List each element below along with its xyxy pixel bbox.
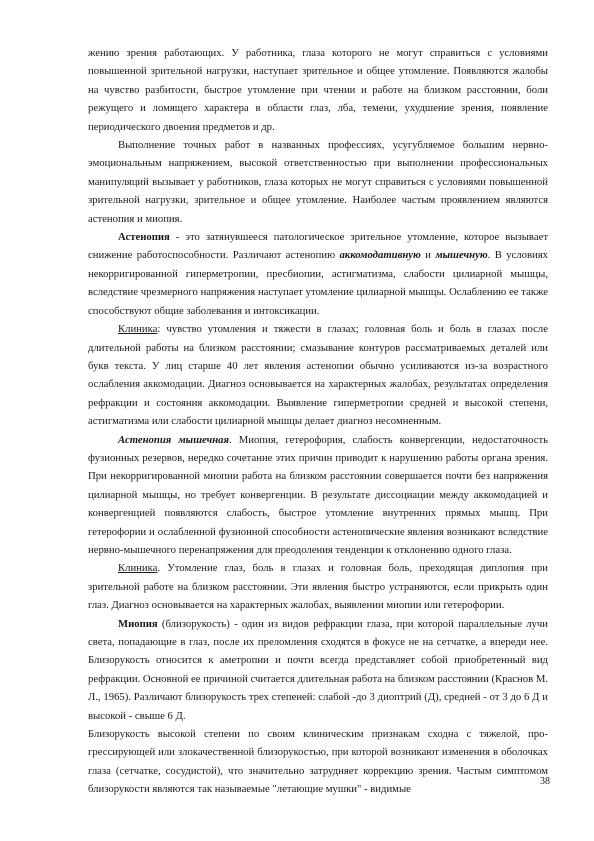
paragraph-muscular-asthenopia <box>88 431 548 560</box>
term-muscular: мышечную <box>435 249 488 262</box>
paragraph-2: Выполнение точных работ в названных профессиях, усугубляемое большим нервно-эмоциональным напряжением, высокой ответственностью при выполнении профессиональных манипуляций вызывает у работников, глаза которых не могут справиться с условиями повышенной зрительной нагрузки, зрительное и общее утомление. Наиболее частым проявлением являются астенопия и миопия. <box>88 139 548 225</box>
paragraph-text: . Миопия, гетерофория, слабость конвергенции, недостаточность фузионных резервов, нередко сочетание этих причин приводит к нарушению работы органа зрения. При некорригированной миопии работа на близком расстоянии совершается почти без напряжения цилиарной мышцы, но требует конвергенции. В результате диссоциации между аккомодацией и конвергенцией появляются слабость, быстрое утомление внутренних прямых мышц. При гетерофории и ослабленной фузионной способности астенопические явления возникают вследствие нервно-мышечного перенапряжения для преодоления тенденции к отклонению одного глаза. <box>88 433 549 556</box>
term-accommodative: аккомодативную <box>339 249 421 262</box>
clinic-label: Клиника <box>118 562 158 575</box>
paragraph-text: : чувство утомления и тяжести в глазах; головная боль и боль в глазах после длительной работы на близком расстоянии; смазывание контуров рассматриваемых деталей или букв текста. У лиц старше 40 лет явления астенопии обычно усиливаются из-за возрастного ослабления аккомодации. Диагноз основывается на характерных жалобах, результатах определения рефракции и состояния аккомодации. Выявление гиперметропии средней и высокой степени, астигматизма или слабости цилиарной мышцы делает диагноз несомненным. <box>88 323 548 428</box>
paragraph-text: - это затянувшееся патологическое зрительное утомление, которое вызывает снижение работоспособности. Различают астенопию <box>88 231 548 262</box>
paragraph-1: жению зрения работающих. У работника, глаза которого не могут справиться с условиями повышенной зрительной нагрузки, наступает зрительное и общее утомление. Появляются жалобы на чувство разбитости, быстрое утомление при чтении и работе на близком расстоянии, боли режущего и ломящего характера в области глаз, лба, темени, ухудшение зрения, появление периодического двоения предметов и др. <box>88 47 548 133</box>
paragraph-text: (близорукость) - один из видов рефракции глаза, при которой параллельные лучи света, попадающие в глаз, после их преломления сходятся в фокусе не на сетчатке, а впереди нее. Близорукость относится к аметропии и почти всегда представляет собой приобретенный вид рефракции. Основной ее причиной считается длительная работа на близком расстоянии (Краснов М. Л., 1965). Различают близорукость трех степеней: слабой -до 3 диоптрий (Д), средней - от 3 до 6 Д и высокой - свыше 6 Д. <box>88 617 548 722</box>
paragraph-asthenopia <box>88 228 548 320</box>
clinic-label: Клиника <box>118 323 158 336</box>
term-asthenopia: Астенопия <box>118 231 170 244</box>
page-number: 38 <box>540 776 550 787</box>
term-myopia: Миопия <box>118 617 158 630</box>
term-muscular-asthenopia: Астенопия мышечная <box>118 433 229 446</box>
paragraph-text: . В условиях некорригированной гиперметропии, пресбиопии, астигматизма, слабости цилиарной мышцы, вследствие чрезмерного напряжения наступает утомление цилиарной мышцы. Ослаблению ее также способствуют общие заболевания и интоксикации. <box>88 249 548 317</box>
paragraph-8: Близорукость высокой степени по своим клиническим признакам сходна с тяжелой, прогрессирующей или злокачественной близорукостью, при которой возникают изменения в оболочках глаза (сетчатке, сосудистой), что значительно затрудняет коррекцию зрения. Частым симптомом близорукости являются так называемые "летающие мушки" - видимые <box>88 728 548 796</box>
paragraph-myopia <box>88 615 548 725</box>
paragraph-text: . Утомление глаз, боль в глазах и головная боль, преходящая диплопия при зрительной работе на близком расстоянии. Эти явления быстро устраняются, если прикрыть один глаз. Диагноз основывается на характерных жалобах, выявлении миопии или гетерофории. <box>88 562 548 612</box>
body-text <box>88 44 548 799</box>
paragraph-text: и <box>420 249 436 262</box>
paragraph-clinic-1 <box>88 320 548 430</box>
paragraph-clinic-2 <box>88 559 548 614</box>
